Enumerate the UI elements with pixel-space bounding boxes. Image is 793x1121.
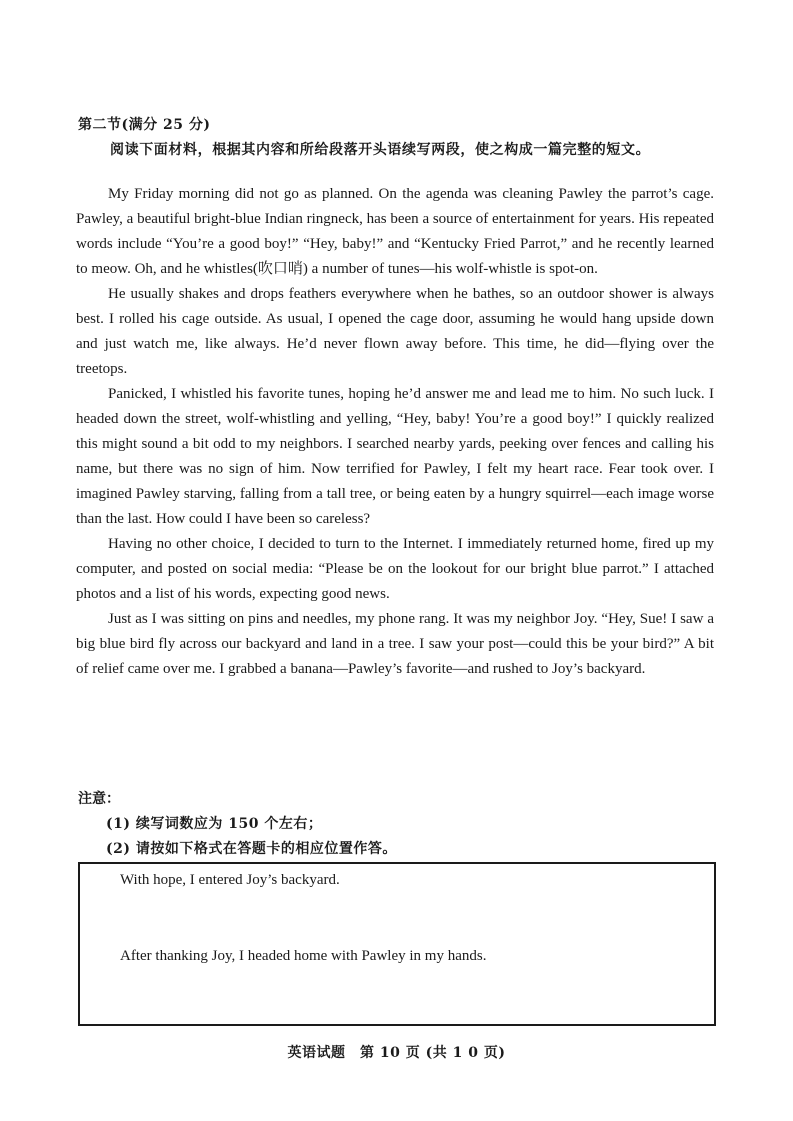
passage-paragraph-5: Just as I was sitting on pins and needles, my phone rang. It was my neighbor Joy. “Hey, Sue! I saw a big blue bird fly across our backyard and land in a tree. I saw your post—could this be your bird?” A bit of relief came over me. I grabbed a banana—Pawley’s favorite—and rushed to Joy’s backyard. — [76, 611, 714, 677]
passage-paragraph-2: He usually shakes and drops feathers everywhere when he bathes, so an outdoor shower is always best. I rolled his cage outside. As usual, I opened the cage door, assuming he would hang upside down and just watch me, like always. He’d never flown away before. This time, he did—flying over the treetops. — [76, 286, 714, 377]
note-item-format: (2) 请按如下格式在答题卡的相应位置作答。 — [106, 841, 397, 857]
paragraph-opener-2: After thanking Joy, I headed home with Pawley in my hands. — [120, 948, 487, 964]
passage-paragraph-1: My Friday morning did not go as planned. On the agenda was cleaning Pawley the parrot’s cage. Pawley, a beautiful bright-blue Indian ringneck, has been a source of entertainment for years. His repeated words include “You’re a good boy!” “Hey, baby!” and “Kentucky Fried Parrot,” and he recently learned to meow. Oh, and he whistles(吹口哨) a number of tunes—his wolf-whistle is spot-on. — [76, 186, 714, 277]
passage-paragraph-3: Panicked, I whistled his favorite tunes, hoping he’d answer me and lead me to him. No such luck. I headed down the street, wolf-whistling and yelling, “Hey, baby! You’re a good boy!” I quickly realized this might sound a bit odd to my neighbors. I searched nearby yards, peeking over fences and calling his name, but there was no sign of him. Now terrified for Pawley, I felt my heart race. Fear took over. I imagined Pawley starving, falling from a tall tree, or being eaten by a hungry squirrel—each image worse than the last. How could I have been so careless? — [76, 386, 714, 527]
passage — [76, 182, 714, 682]
paragraph-opener-1: With hope, I entered Joy’s backyard. — [120, 872, 340, 888]
answer-format-box — [78, 862, 716, 1026]
section-title: 第二节(满分 25 分) — [78, 117, 211, 133]
notes-label: 注意： — [78, 791, 120, 807]
page-footer: 英语试题 第 10 页 (共 1 0 页) — [287, 1045, 506, 1061]
note-item-word-count: (1) 续写词数应为 150 个左右； — [106, 816, 323, 832]
instruction: 阅读下面材料，根据其内容和所给段落开头语续写两段，使之构成一篇完整的短文。 — [110, 142, 651, 158]
passage-paragraph-4: Having no other choice, I decided to turn to the Internet. I immediately returned home, fired up my computer, and posted on social media: “Please be on the lookout for our bright blue parrot.” I attached photos and a list of his words, expecting good news. — [76, 536, 714, 602]
